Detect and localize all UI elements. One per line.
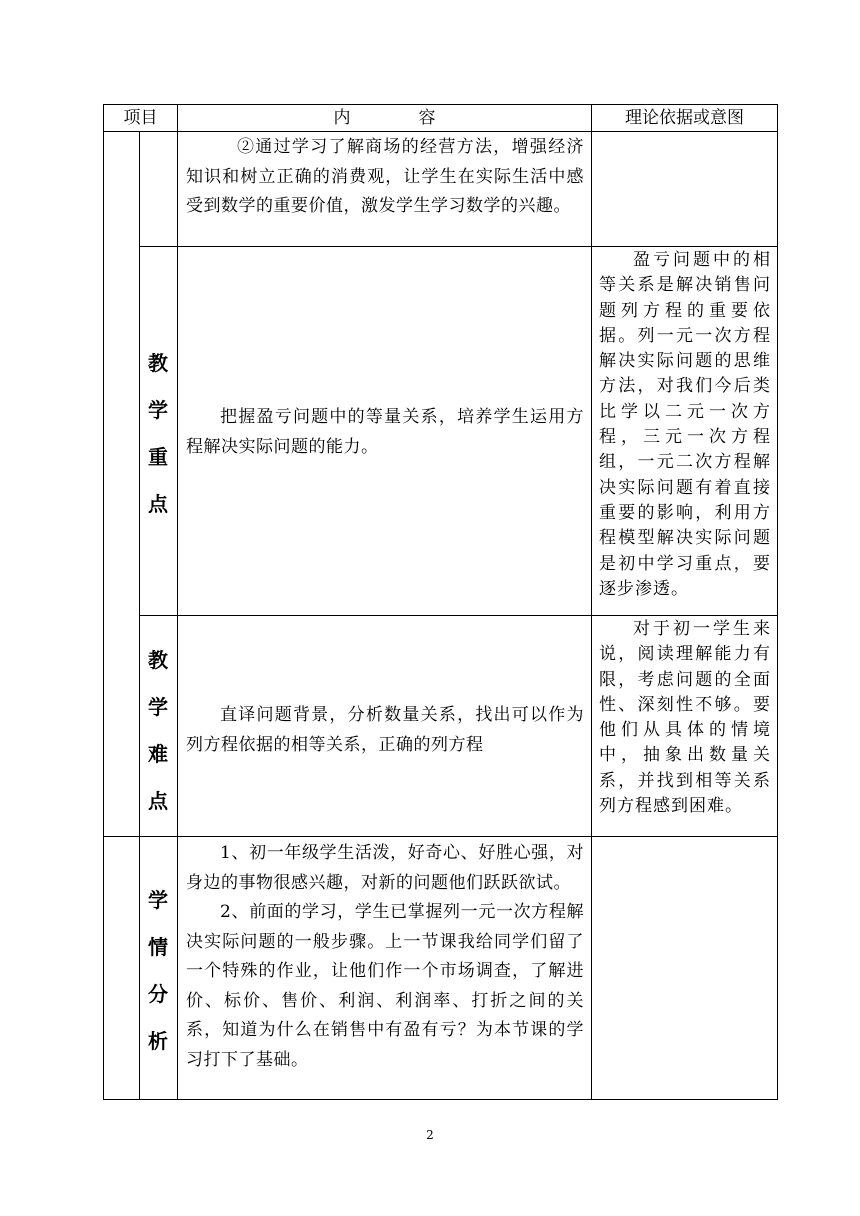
row-divider (139, 246, 778, 247)
table-border-bottom (103, 1099, 778, 1100)
header-divider (103, 131, 778, 132)
analysis-label: 学 情 分 析 (148, 888, 168, 1053)
column-divider (139, 131, 140, 836)
key-point-basis: 盈亏问题中的相等关系是解决销售问题列方程的重要依据。列一元一次方程解决实际问题的思维方法，对我们今后类比学以二元一次方程，三元一次方程组，一元二次方程解决实际问题有着直接重要的影响，利用方程模型解决实际问题是初中学习重点，要逐步渗透。 (599, 250, 771, 599)
column-divider (591, 104, 592, 1100)
key-point-label: 教 学 重 点 (148, 351, 168, 516)
difficulty-label: 教 学 难 点 (148, 648, 168, 813)
difficulty-content: 直译问题背景，分析数量关系，找出可以作为列方程依据的相等关系，正确的列方程 (186, 705, 584, 755)
row-divider (103, 836, 778, 837)
header-basis: 理论依据或意图 (625, 108, 744, 128)
table-border-right (777, 104, 778, 1100)
header-content: 内 容 (333, 108, 436, 128)
table-border-top (103, 104, 778, 105)
row-divider (139, 615, 778, 616)
table-border-left (103, 104, 104, 1100)
page-number: 2 (426, 1128, 434, 1142)
column-divider (177, 104, 178, 1100)
difficulty-basis: 对于初一学生来说，阅读理解能力有限，考虑问题的全面性、深刻性不够。要他们从具体的情境中，抽象出数量关系，并找到相等关系列方程感到困难。 (599, 619, 771, 817)
analysis-content: 1、初一年级学生活泼，好奇心、好胜心强，对身边的事物很感兴趣，对新的问题他们跃跃欲试。 2、前面的学习，学生已掌握列一元一次方程解决实际问题的一般步骤。上一节课我给同学们留了一个特殊的作业，让他们作一个市场调查，了解进价、标价、售价、利润、利润率、打折之间的关系，知道为什么在销售中有盈有亏？为本节课的学习打下了基础。 (186, 843, 584, 1070)
key-point-content: 把握盈亏问题中的等量关系，培养学生运用方程解决实际问题的能力。 (186, 407, 584, 457)
header-item: 项目 (123, 108, 158, 128)
goal-content: ②通过学习了解商场的经营方法，增强经济知识和树立正确的消费观，让学生在实际生活中感受到数学的重要价值，激发学生学习数学的兴趣。 (186, 137, 584, 216)
column-divider (139, 836, 140, 1100)
